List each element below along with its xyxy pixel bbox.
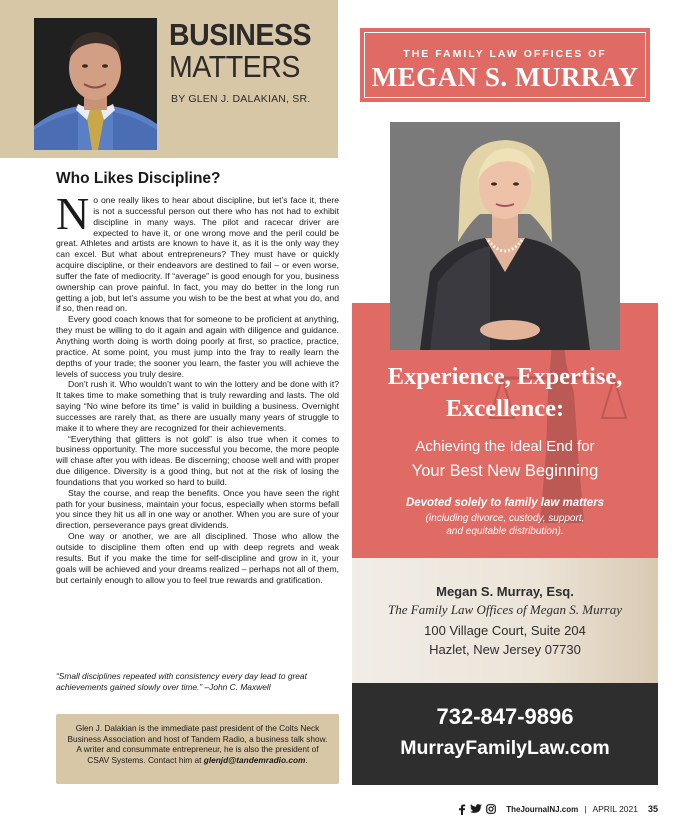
- ad-headline-line1: Experience, Expertise,: [387, 363, 623, 390]
- page-footer: [458, 802, 658, 816]
- ad-website-link[interactable]: MurrayFamilyLaw.com: [400, 737, 610, 759]
- footer-separator: |: [584, 804, 587, 814]
- article-paragraph: “Everything that glitters is not gold” is also true when it comes to business opportunity. The more successful you become, the more people will chase after you with ideas. Be discerning; choose well and with proper due diligence. Diversity is a good thing, but not at the risk of losing the foundations that you worked so hard to build.: [56, 433, 339, 487]
- ad-headline: [352, 361, 658, 425]
- ad-subhead-2: Your Best New Beginning: [411, 462, 599, 480]
- ad-firm-banner: [360, 28, 650, 102]
- ad-firm-line: THE FAMILY LAW OFFICES OF: [403, 48, 607, 60]
- article-paragraph: One way or another, we are all disciplined. Those who allow the outside to discipline them often end up with deep regrets and weak results. But if you make the time for self-discipline and grow in it, your goals will be achieved and your dreams realized – perhaps not all of them, but certainly enough to allow you to feel true rewards and gratification.: [56, 531, 339, 585]
- ad-devoted-detail-1: (including divorce, custody, support,: [425, 513, 585, 524]
- ad-devoted-line: Devoted solely to family law matters: [405, 497, 605, 509]
- byline: BY GLEN J. DALAKIAN, SR.: [171, 93, 311, 105]
- twitter-icon[interactable]: [470, 804, 482, 814]
- ad-subhead-1: Achieving the Ideal End for: [415, 438, 595, 455]
- column-title-matters: MATTERS: [169, 49, 300, 84]
- ad-attorney-name: Megan S. Murray, Esq.: [436, 584, 574, 599]
- author-bio-text: Glen J. Dalakian is the immediate past president of the Colts Neck Business Association and host of Tandem Radio, a business talk show. A writer and consummate entrepreneur, he is also the president of CSAV Systems. Contact him at: [67, 723, 328, 765]
- column-header: [0, 0, 338, 158]
- drop-cap: N: [56, 188, 90, 239]
- ad-headline-line2: Excellence:: [445, 395, 565, 422]
- attorney-photo: [390, 122, 620, 350]
- social-icons: [458, 804, 496, 815]
- ad-devoted-detail-2: and equitable distribution).: [446, 526, 564, 537]
- ad-phone-number[interactable]: 732-847-9896: [436, 704, 574, 729]
- page-number: 35: [647, 804, 658, 814]
- article-paragraph: [56, 188, 339, 314]
- footer-issue: APRIL 2021: [592, 804, 638, 814]
- ad-address-line-2: Hazlet, New Jersey 07730: [429, 642, 581, 657]
- article-body: [56, 188, 339, 585]
- article-paragraph: Every good coach knows that for someone to be proficient at anything, they must be willing to do it again and again with diligence and guidance. Anything worth doing is worth doing poorly at first, so practice, practice, practice. At some point, you must jump into the fray to really learn the depths of your trade; the sooner you learn, the faster you will achieve the levels of success you truly desire.: [56, 314, 339, 379]
- ad-firm-name-italic: The Family Law Offices of Megan S. Murray: [388, 602, 622, 617]
- column-title-business: BUSINESS: [169, 17, 312, 52]
- pull-quote: “Small disciplines repeated with consistency every day lead to great achievements gained slowly over time.” –John C. Maxwell: [56, 671, 307, 692]
- article-paragraph-text: o one really likes to hear about discipline, but let’s face it, there is not a successful person out there who has not had to exhibit discipline in many ways. The pilot and racecar driver are expected to have it, or one wrong move and the peril could be great. Athletes and artists are known to have it, as it is the only way they can excel. But what about entrepreneurs? They must have or quickly acquire discipline, or their endeavors are destined to fail – or even worse, suffer the fate of mediocrity. If “average” is good enough for you, business ownership can prove painful. In fact, you may do better in the long run getting a job, but let’s assume you wish to be the best at what you do, and if so, then read on.: [56, 195, 339, 314]
- facebook-icon[interactable]: [458, 804, 466, 815]
- attorney-portrait-icon: [390, 122, 620, 350]
- author-bio: [56, 714, 339, 784]
- ad-contact-panel: [352, 558, 658, 683]
- law-firm-advertisement[interactable]: [352, 18, 658, 785]
- author-photo: [34, 18, 157, 150]
- author-bio-end: .: [305, 754, 308, 765]
- article-paragraph: Don’t rush it. Who wouldn’t want to win the lottery and be done with it? It takes time to make something that is truly rewarding and lasts. The old saying “No wine before its time” is valid in building a business. Overnight successes are rarely that, as there are usually many years of struggle to make it to where they are recognized for their achievements.: [56, 379, 339, 433]
- article-paragraph: Stay the course, and reap the benefits. Once you have seen the right path for your business, maintain your focus, especially when storms befall you since they hit us all in one way or another. When you are sure of your direction, perseverance pays great dividends.: [56, 487, 339, 531]
- footer-site[interactable]: TheJournalNJ.com: [506, 804, 579, 814]
- author-portrait-icon: [34, 18, 157, 150]
- ad-address-line-1: 100 Village Court, Suite 204: [424, 623, 586, 638]
- ad-bottom-panel: [352, 683, 658, 785]
- instagram-icon[interactable]: [486, 804, 496, 814]
- ad-firm-name: MEGAN S. MURRAY: [371, 62, 639, 92]
- article-title: Who Likes Discipline?: [56, 170, 221, 187]
- author-email[interactable]: glenjd@tandemradio.com: [203, 754, 306, 765]
